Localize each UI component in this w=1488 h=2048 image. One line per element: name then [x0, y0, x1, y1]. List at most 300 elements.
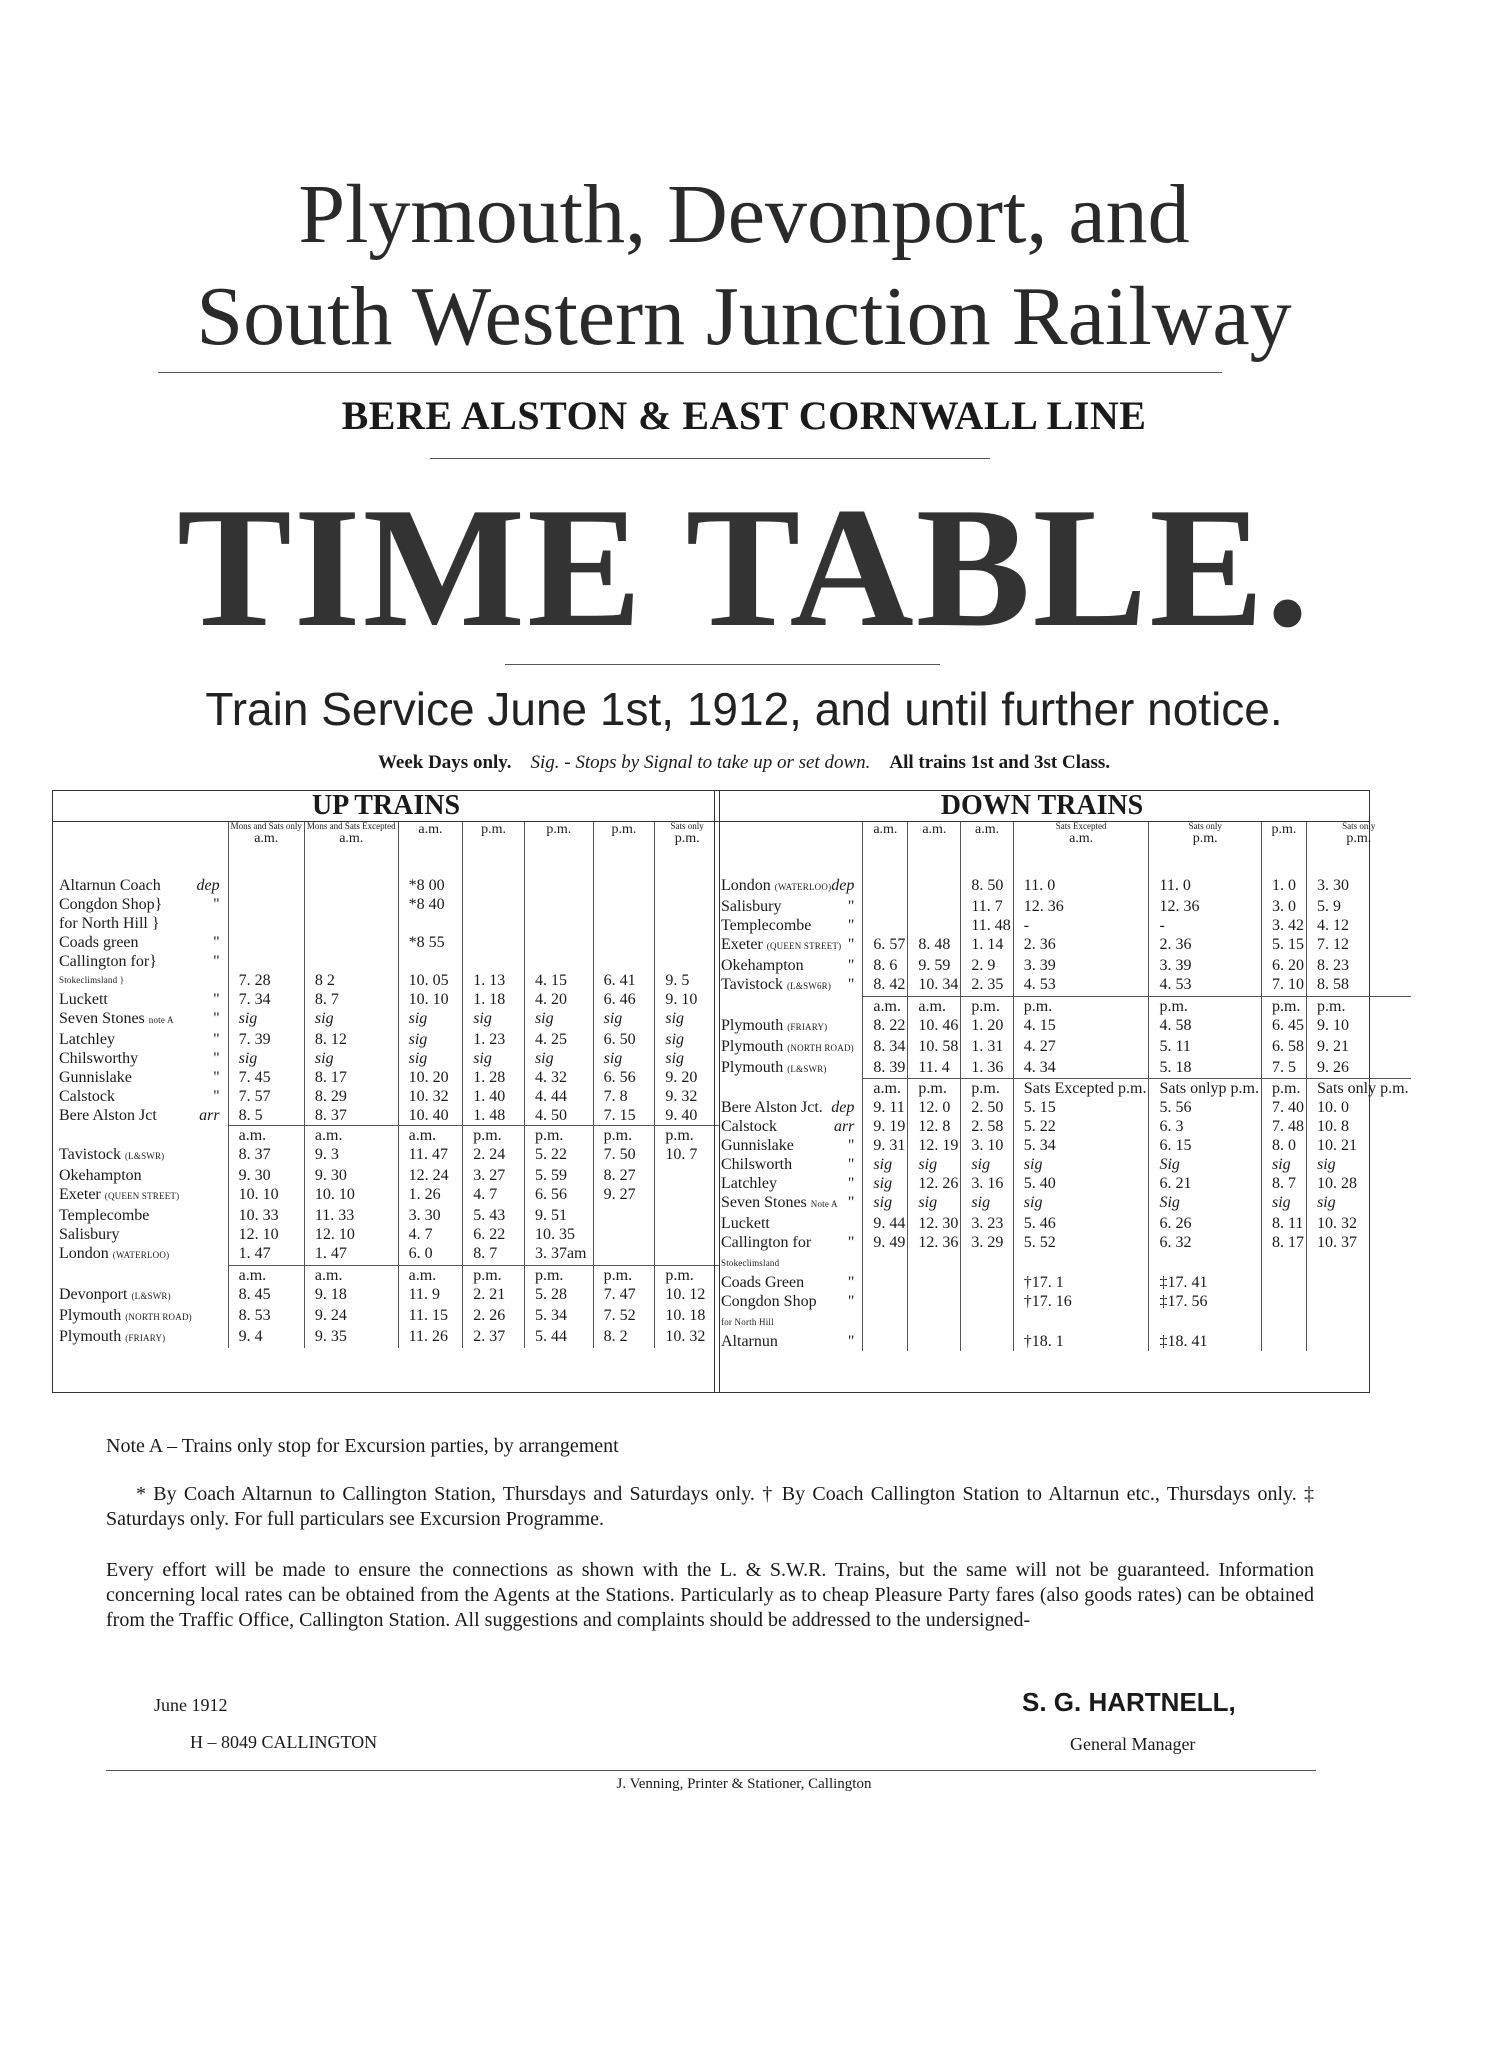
time-cell: [655, 952, 719, 971]
station-note: (NORTH ROAD): [125, 1311, 192, 1322]
time-cell: sig: [398, 1009, 463, 1030]
divider: [430, 458, 990, 459]
time-cell: 12. 36: [1149, 897, 1262, 916]
line-name: BERE ALSTON & EAST CORNWALL LINE: [341, 393, 1147, 438]
time-cell: 6. 41: [593, 971, 655, 990]
time-cell: 3. 37am: [524, 1244, 593, 1265]
station-name: [59, 1225, 119, 1244]
column-header-label: a.m.: [975, 822, 1000, 837]
time-cell: 11. 47: [398, 1145, 463, 1166]
station-suffix: arr: [199, 1107, 220, 1124]
up-trains-grid: [53, 822, 719, 1348]
station-name-text: Plymouth: [721, 1037, 784, 1055]
time-cell: 10. 34: [908, 975, 961, 996]
time-cell: 1. 13: [463, 971, 525, 990]
station-note: (L&SWR): [131, 1290, 171, 1301]
station-suffix: [220, 1244, 226, 1265]
station-cell: [53, 895, 228, 933]
time-cell: 1. 28: [463, 1068, 525, 1087]
table-row: [715, 935, 1411, 956]
time-cell: sig: [863, 1155, 908, 1174]
station-suffix: dep: [196, 877, 220, 894]
time-cell: 8. 34: [863, 1037, 908, 1058]
time-cell: 10. 37: [1307, 1233, 1411, 1273]
time-cell: p.m.: [908, 1079, 961, 1099]
time-cell: 3. 23: [961, 1214, 1013, 1233]
station-label: [59, 1009, 226, 1030]
time-cell: sig: [524, 1009, 593, 1030]
station-label: [59, 1285, 226, 1306]
time-cell: 8. 5: [228, 1106, 304, 1126]
time-cell: [863, 916, 908, 935]
station-name-line2: for North Hill }: [59, 915, 160, 932]
time-cell: p.m.: [1149, 996, 1262, 1016]
time-cell: 8. 58: [1307, 975, 1411, 996]
up-trains-table: [52, 790, 720, 1393]
time-cell: 10. 7: [655, 1145, 719, 1166]
station-name: [721, 1273, 804, 1292]
period-row: [53, 1265, 719, 1285]
time-cell: 7. 8: [593, 1087, 655, 1106]
time-cell: 10. 32: [1307, 1214, 1411, 1233]
time-cell: 10. 46: [908, 1016, 961, 1037]
time-cell: sig: [863, 1193, 908, 1214]
time-cell: †17. 16: [1013, 1292, 1149, 1332]
table-row: [715, 1058, 1411, 1079]
time-cell: [961, 1332, 1013, 1351]
time-cell: 10. 18: [655, 1306, 719, 1327]
time-cell: 5. 40: [1013, 1174, 1149, 1193]
time-cell: 11. 9: [398, 1285, 463, 1306]
station-label: [721, 1098, 860, 1117]
time-cell: 9. 4: [228, 1327, 304, 1348]
period-row: [715, 996, 1411, 1016]
station-name-text: Congdon Shop}: [59, 896, 163, 913]
period-row: [53, 1126, 719, 1146]
time-cell: ‡17. 41: [1149, 1273, 1262, 1292]
station-suffix: ": [847, 1194, 855, 1211]
sig-note: Sig. - Stops by Signal to take up or set down.: [530, 752, 871, 773]
table-row: [715, 1117, 1411, 1136]
time-cell: 5. 46: [1013, 1214, 1149, 1233]
time-cell: 9. 19: [863, 1117, 908, 1136]
time-cell: 3. 16: [961, 1174, 1013, 1193]
station-label: [721, 1016, 860, 1037]
column-header-note: Sats only: [670, 821, 704, 831]
time-cell: 10. 10: [304, 1185, 398, 1206]
station-suffix: ": [847, 1137, 855, 1154]
station-suffix: ": [847, 917, 855, 934]
station-name-text: Plymouth: [721, 1058, 784, 1076]
station-name: [721, 876, 831, 897]
station-name-line2: Stokeclimsland: [721, 1258, 780, 1268]
table-row: [715, 1273, 1411, 1292]
station-suffix: [854, 1214, 860, 1233]
station-cell: [53, 876, 228, 895]
time-cell: [593, 1225, 655, 1244]
table-row: [715, 1193, 1411, 1214]
time-cell: [304, 952, 398, 971]
time-cell: sig: [524, 1049, 593, 1068]
time-cell: 10. 40: [398, 1106, 463, 1126]
station-name-text: Okehampton: [59, 1167, 142, 1184]
time-cell: 8. 6: [863, 956, 908, 975]
table-row: [53, 1306, 719, 1327]
time-cell: 6. 0: [398, 1244, 463, 1265]
table-row: [715, 1214, 1411, 1233]
time-cell: p.m.: [655, 1265, 719, 1285]
station-suffix: ": [213, 1069, 220, 1086]
time-cell: 4. 58: [1149, 1016, 1262, 1037]
station-label: [721, 1037, 860, 1058]
station-suffix: dep: [831, 1099, 855, 1116]
station-note: Note A: [810, 1199, 838, 1209]
time-cell: 8. 23: [1307, 956, 1411, 975]
station-name: [721, 1117, 777, 1136]
down-trains-grid: [715, 822, 1411, 1351]
station-name-text: Plymouth: [721, 1016, 784, 1034]
time-cell: 2. 26: [463, 1306, 525, 1327]
column-header-label: p.m.: [1271, 822, 1297, 837]
station-cell: [53, 1009, 228, 1030]
station-name: [721, 1098, 823, 1117]
time-cell: 5. 22: [1013, 1117, 1149, 1136]
station-cell: [715, 876, 863, 897]
table-row: [53, 952, 719, 971]
time-cell: sig: [1307, 1193, 1411, 1214]
station-cell: [715, 1193, 863, 1214]
station-cell: [715, 1136, 863, 1155]
time-cell: 1. 47: [228, 1244, 304, 1265]
time-cell: 5. 59: [524, 1166, 593, 1185]
station-name-text: Callington for}: [59, 953, 157, 970]
time-cell: 8. 17: [304, 1068, 398, 1087]
time-cell: 10. 28: [1307, 1174, 1411, 1193]
time-cell: Sats onlyp p.m.: [1149, 1079, 1262, 1099]
station-suffix: ": [213, 953, 220, 970]
time-cell: 9. 21: [1307, 1037, 1411, 1058]
table-row: [53, 1225, 719, 1244]
station-suffix: ": [847, 957, 855, 974]
station-name-text: Exeter: [721, 936, 763, 953]
column-header-label: a.m.: [254, 831, 279, 846]
station-cell: [715, 1098, 863, 1117]
station-note: (NORTH ROAD): [787, 1042, 854, 1053]
station-name-text: London: [721, 877, 771, 894]
time-cell: 2. 21: [463, 1285, 525, 1306]
station-label: [59, 1049, 226, 1068]
station-label: [721, 1174, 860, 1193]
time-cell: 11. 15: [398, 1306, 463, 1327]
printer-line: J. Venning, Printer & Stationer, Callington: [616, 1776, 872, 1792]
time-cell: 6. 50: [593, 1030, 655, 1049]
station-cell: [715, 975, 863, 996]
time-cell: sig: [304, 1009, 398, 1030]
column-header-label: a.m.: [873, 822, 898, 837]
time-cell: 1. 0: [1262, 876, 1307, 897]
station-suffix: ": [213, 991, 220, 1008]
time-cell: 8. 37: [304, 1106, 398, 1126]
time-cell: 8. 27: [593, 1166, 655, 1185]
time-cell: 8. 42: [863, 975, 908, 996]
station-name-text: Salisbury: [59, 1226, 120, 1243]
station-label: [721, 1292, 860, 1332]
column-header-label: p.m.: [1346, 831, 1372, 846]
time-cell: [655, 1225, 719, 1244]
time-cell: [593, 933, 655, 952]
station-name: [59, 876, 161, 895]
station-note: note A: [148, 1015, 174, 1025]
station-name-text: Altarnun: [721, 1333, 778, 1350]
title-line-2: South Western Junction Railway: [196, 270, 1292, 363]
table-row: [715, 1098, 1411, 1117]
column-header: [228, 822, 304, 876]
station-suffix: ": [847, 936, 855, 953]
time-cell: *8 55: [398, 933, 463, 952]
time-cell: -: [1149, 916, 1262, 935]
station-suffix: ": [847, 1293, 855, 1310]
station-name: [721, 1136, 794, 1155]
time-cell: ‡18. 41: [1149, 1332, 1262, 1351]
time-cell: 7. 48: [1262, 1117, 1307, 1136]
station-suffix: ": [213, 1088, 220, 1105]
station-name-text: Seven Stones: [59, 1010, 145, 1027]
station-label: [59, 990, 226, 1009]
time-cell: 8. 17: [1262, 1233, 1307, 1273]
station-label: [721, 1136, 860, 1155]
time-cell: [228, 933, 304, 952]
station-suffix: ": [847, 1156, 855, 1173]
time-cell: a.m.: [304, 1265, 398, 1285]
station-name-text: Plymouth: [59, 1306, 122, 1324]
table-row: [53, 1327, 719, 1348]
time-cell: 9. 35: [304, 1327, 398, 1348]
time-cell: sig: [1013, 1155, 1149, 1174]
column-header-note: Sats Excepted: [1055, 821, 1107, 831]
big-title: TIME TABLE.: [177, 473, 1311, 663]
time-cell: 9. 31: [863, 1136, 908, 1155]
time-cell: p.m.: [463, 1126, 525, 1146]
down-trains-title: DOWN TRAINS: [715, 790, 1369, 822]
time-cell: 1. 31: [961, 1037, 1013, 1058]
station-label: [59, 1206, 226, 1225]
time-cell: 10. 0: [1307, 1098, 1411, 1117]
time-cell: 6. 57: [863, 935, 908, 956]
station-cell: [53, 1049, 228, 1068]
time-cell: 11. 4: [908, 1058, 961, 1079]
station-label: [721, 1214, 860, 1233]
station-note: (L&SWR): [124, 1151, 165, 1161]
time-cell: 3. 10: [961, 1136, 1013, 1155]
column-header: [655, 822, 719, 876]
time-cell: 6. 32: [1149, 1233, 1262, 1273]
time-cell: sig: [1262, 1193, 1307, 1214]
time-cell: 7. 40: [1262, 1098, 1307, 1117]
station-label: [59, 1327, 226, 1348]
time-cell: 6. 20: [1262, 956, 1307, 975]
column-header: [593, 822, 655, 876]
station-name-text: Latchley: [721, 1175, 777, 1192]
time-cell: 8. 7: [304, 990, 398, 1009]
time-cell: [655, 1166, 719, 1185]
station-name-text: Calstock: [59, 1088, 115, 1105]
time-cell: 8. 53: [228, 1306, 304, 1327]
time-cell: [304, 933, 398, 952]
column-header: [863, 822, 908, 876]
time-cell: 1. 47: [304, 1244, 398, 1265]
column-header: [1013, 822, 1149, 876]
time-cell: 10. 32: [398, 1087, 463, 1106]
station-suffix: [220, 1185, 226, 1206]
time-cell: 5. 34: [524, 1306, 593, 1327]
coach-note: * By Coach Altarnun to Callington Station, Thursdays and Saturdays only. † By Coach Callington Station to Altarnun etc., Thursdays only. ‡ Saturdays only. For full particulars see Excursion Programme.: [106, 1483, 1314, 1530]
station-name: [721, 1037, 854, 1058]
station-label: [721, 956, 860, 975]
time-cell: sig: [908, 1193, 961, 1214]
time-cell: sig: [655, 1009, 719, 1030]
time-cell: [304, 876, 398, 895]
time-cell: 1. 48: [463, 1106, 525, 1126]
note-a: Note A – Trains only stop for Excursion parties, by arrangement: [106, 1435, 619, 1457]
station-note: (QUEEN STREET): [104, 1191, 180, 1201]
station-name: [721, 1214, 770, 1233]
time-cell: 4. 34: [1013, 1058, 1149, 1079]
table-row: [715, 1037, 1411, 1058]
station-name: [721, 1174, 777, 1193]
time-cell: p.m.: [463, 1265, 525, 1285]
station-label: [721, 916, 860, 935]
time-cell: 12. 19: [908, 1136, 961, 1155]
station-label: [59, 1166, 226, 1185]
time-cell: a.m.: [398, 1126, 463, 1146]
table-row: [53, 1049, 719, 1068]
station-suffix: ": [213, 1010, 220, 1027]
time-cell: [908, 1292, 961, 1332]
time-cell: 2. 9: [961, 956, 1013, 975]
time-cell: 9. 20: [655, 1068, 719, 1087]
time-cell: [463, 876, 525, 895]
table-row: [715, 1155, 1411, 1174]
time-cell: 5. 15: [1013, 1098, 1149, 1117]
time-cell: 4. 15: [524, 971, 593, 990]
table-row: [715, 1174, 1411, 1193]
time-cell: a.m.: [863, 1079, 908, 1099]
station-cell: [715, 1079, 863, 1099]
time-cell: p.m.: [961, 1079, 1013, 1099]
time-cell: [863, 897, 908, 916]
station-name: [721, 1058, 827, 1079]
time-cell: 10. 33: [228, 1206, 304, 1225]
time-cell: Sats Excepted p.m.: [1013, 1079, 1149, 1099]
station-name: [59, 1068, 132, 1087]
station-name: [721, 956, 804, 975]
table-row: [715, 975, 1411, 996]
station-suffix: [220, 1166, 226, 1185]
time-cell: 10. 05: [398, 971, 463, 990]
station-suffix: [220, 1145, 226, 1166]
classes-text: All trains 1st and 3st Class.: [889, 752, 1111, 773]
station-name-text: London: [59, 1245, 109, 1262]
station-name: [59, 1030, 115, 1049]
column-header-note: Sats only: [1188, 821, 1222, 831]
time-cell: p.m.: [655, 1126, 719, 1146]
time-cell: [593, 952, 655, 971]
time-cell: 5. 15: [1262, 935, 1307, 956]
station-name-text: Chilsworth: [721, 1156, 793, 1173]
station-label: [721, 876, 860, 897]
header-row: [715, 822, 1411, 876]
station-name: [59, 1049, 138, 1068]
time-cell: 1. 23: [463, 1030, 525, 1049]
station-suffix: ": [213, 896, 220, 913]
station-cell: [715, 916, 863, 935]
station-cell: [715, 1214, 863, 1233]
time-cell: 7. 47: [593, 1285, 655, 1306]
time-cell: 11. 26: [398, 1327, 463, 1348]
time-cell: 8. 22: [863, 1016, 908, 1037]
time-cell: 4. 15: [1013, 1016, 1149, 1037]
time-cell: 6. 56: [524, 1185, 593, 1206]
time-cell: *8 40: [398, 895, 463, 933]
time-cell: [463, 933, 525, 952]
time-cell: 3. 42: [1262, 916, 1307, 935]
time-cell: 8. 48: [908, 935, 961, 956]
time-cell: p.m.: [524, 1265, 593, 1285]
time-cell: 8. 12: [304, 1030, 398, 1049]
station-name-text: Coads green: [59, 934, 139, 951]
column-header-note: Sats only: [1342, 821, 1376, 831]
time-cell: [228, 876, 304, 895]
table-row: [53, 1009, 719, 1030]
time-cell: 9. 26: [1307, 1058, 1411, 1079]
time-cell: 10. 32: [655, 1327, 719, 1348]
time-cell: 9. 27: [593, 1185, 655, 1206]
time-cell: sig: [1307, 1155, 1411, 1174]
time-cell: 8. 2: [593, 1327, 655, 1348]
time-cell: [398, 952, 463, 971]
time-cell: †18. 1: [1013, 1332, 1149, 1351]
station-name-text: Altarnun Coach: [59, 877, 161, 894]
time-cell: sig: [593, 1009, 655, 1030]
time-cell: [655, 1244, 719, 1265]
time-cell: [593, 876, 655, 895]
time-cell: Sats only p.m.: [1307, 1079, 1411, 1099]
station-label: [59, 876, 226, 895]
station-name-text: Okehampton: [721, 957, 804, 974]
time-cell: 6. 21: [1149, 1174, 1262, 1193]
weekdays-line: [0, 752, 1488, 774]
time-cell: 1. 26: [398, 1185, 463, 1206]
station-name-text: Callington for: [721, 1234, 812, 1251]
station-name: [59, 1244, 169, 1265]
column-header-label: a.m.: [922, 822, 947, 837]
time-cell: 8. 11: [1262, 1214, 1307, 1233]
column-header-label: a.m.: [339, 831, 364, 846]
time-cell: 6. 56: [593, 1068, 655, 1087]
time-cell: 12. 36: [908, 1233, 961, 1273]
station-name-text: Congdon Shop: [721, 1293, 817, 1310]
time-cell: sig: [655, 1049, 719, 1068]
time-cell: 8. 7: [1262, 1174, 1307, 1193]
time-cell: 1. 40: [463, 1087, 525, 1106]
time-cell: 7. 52: [593, 1306, 655, 1327]
time-cell: 2. 36: [1013, 935, 1149, 956]
station-label: [59, 933, 226, 952]
station-cell: [53, 1285, 228, 1306]
station-cell: [715, 1273, 863, 1292]
table-row: [53, 1087, 719, 1106]
time-cell: 12. 24: [398, 1166, 463, 1185]
